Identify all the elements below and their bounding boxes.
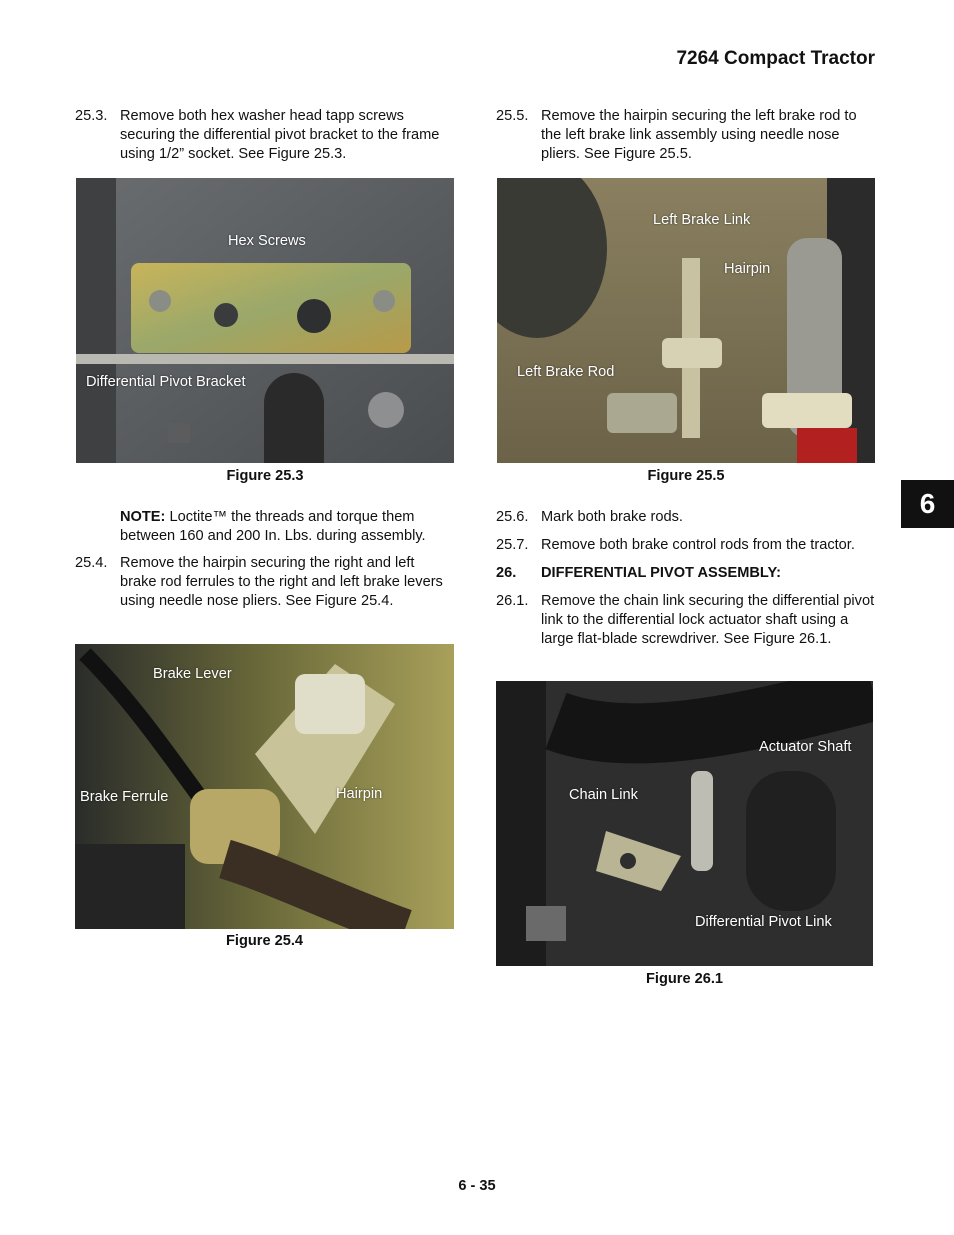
figure-25-4-photo bbox=[75, 644, 454, 929]
step-text: Remove the chain link securing the differential pivot link to the differential lock actuator shaft using a large flat-blade screwdriver. See Figure 26.1. bbox=[541, 593, 875, 647]
callout-left-brake-link: Left Brake Link bbox=[653, 212, 751, 228]
figure-25-5-caption: Figure 25.5 bbox=[647, 468, 725, 484]
callout-brake-ferrule: Brake Ferrule bbox=[80, 789, 169, 805]
step-25-4 bbox=[75, 554, 455, 634]
step-text: Remove the hairpin securing the right and left brake rod ferrules to the right and left brake levers using needle nose pliers. See Figure 25.4. bbox=[120, 555, 443, 609]
step-26-1 bbox=[496, 592, 878, 672]
section-number: 26. bbox=[496, 565, 517, 581]
callout-hairpin: Hairpin bbox=[336, 786, 383, 802]
figure-25-5-photo bbox=[497, 178, 875, 463]
step-number: 25.3. bbox=[75, 108, 108, 124]
step-text: Mark both brake rods. bbox=[541, 509, 683, 525]
step-25-3 bbox=[75, 107, 455, 167]
note-label: NOTE: bbox=[120, 509, 166, 525]
step-number: 25.5. bbox=[496, 108, 529, 124]
section-tab: 6 bbox=[901, 480, 954, 528]
note-text bbox=[120, 508, 455, 546]
step-number: 25.6. bbox=[496, 509, 529, 525]
step-number: 25.4. bbox=[75, 555, 108, 571]
step-number: 25.7. bbox=[496, 537, 529, 553]
note bbox=[75, 508, 455, 548]
step-25-5 bbox=[496, 107, 878, 167]
page-header-title: 7264 Compact Tractor bbox=[676, 48, 875, 69]
step-text: Remove both brake control rods from the tractor. bbox=[541, 537, 855, 553]
callout-actuator-shaft: Actuator Shaft bbox=[759, 739, 852, 755]
section-title: DIFFERENTIAL PIVOT ASSEMBLY: bbox=[541, 565, 782, 581]
note-body: Loctite™ the threads and torque them between 160 and 200 In. Lbs. during assembly. bbox=[120, 509, 426, 544]
callout-brake-lever: Brake Lever bbox=[153, 666, 232, 682]
figure-25-3-photo bbox=[76, 178, 454, 463]
callout-differential-pivot-bracket: Differential Pivot Bracket bbox=[86, 374, 246, 390]
callout-hex-screws: Hex Screws bbox=[228, 233, 306, 249]
figure-26-1-photo bbox=[496, 681, 873, 966]
step-number: 26.1. bbox=[496, 593, 529, 609]
step-25-7 bbox=[496, 536, 878, 556]
step-25-6 bbox=[496, 508, 878, 528]
step-text: Remove the hairpin securing the left brake rod to the left brake link assembly using needle nose pliers. See Figure 25.5. bbox=[541, 108, 857, 162]
figure-25-4-caption: Figure 25.4 bbox=[225, 933, 304, 949]
page-number: 6 - 35 bbox=[458, 1178, 496, 1194]
callout-left-brake-rod: Left Brake Rod bbox=[517, 364, 615, 380]
section-26-heading bbox=[496, 564, 878, 584]
step-text: Remove both hex washer head tapp screws securing the differential pivot bracket to the frame using 1/2” socket. See Figure 25.3. bbox=[120, 108, 440, 162]
callout-hairpin: Hairpin bbox=[724, 261, 771, 277]
figure-26-1-caption: Figure 26.1 bbox=[645, 971, 724, 987]
callout-differential-pivot-link: Differential Pivot Link bbox=[695, 914, 832, 930]
figure-25-3-caption: Figure 25.3 bbox=[226, 468, 304, 484]
callout-chain-link: Chain Link bbox=[569, 787, 638, 803]
